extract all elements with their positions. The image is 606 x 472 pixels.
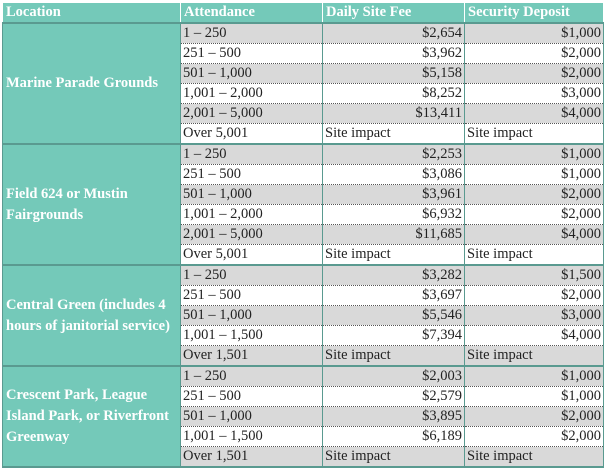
daily-site-fee-cell: Site impact	[323, 124, 465, 145]
attendance-cell: 501 – 1,000	[181, 407, 323, 427]
table-header-row	[3, 3, 604, 24]
daily-site-fee-cell: $6,189	[323, 427, 465, 447]
security-deposit-cell: $3,000	[465, 84, 604, 104]
daily-site-fee-cell: Site impact	[323, 447, 465, 468]
security-deposit-cell: $2,000	[465, 286, 604, 306]
security-deposit-cell: Site impact	[465, 124, 604, 145]
table-row	[3, 366, 604, 387]
attendance-cell: 251 – 500	[181, 44, 323, 64]
table-row	[3, 144, 604, 165]
security-deposit-cell: $4,000	[465, 104, 604, 124]
site-fee-table	[2, 2, 604, 468]
location-cell: Central Green (includes 4 hours of janitorial service)	[3, 265, 181, 366]
attendance-cell: 251 – 500	[181, 286, 323, 306]
attendance-cell: 501 – 1,000	[181, 185, 323, 205]
security-deposit-cell: Site impact	[465, 447, 604, 468]
daily-site-fee-cell: $3,895	[323, 407, 465, 427]
security-deposit-cell: $3,000	[465, 306, 604, 326]
security-deposit-cell: $1,000	[465, 23, 604, 44]
attendance-cell: 1 – 250	[181, 23, 323, 44]
daily-site-fee-cell: $3,961	[323, 185, 465, 205]
attendance-cell: 501 – 1,000	[181, 306, 323, 326]
attendance-cell: 2,001 – 5,000	[181, 104, 323, 124]
daily-site-fee-cell: $3,697	[323, 286, 465, 306]
security-deposit-cell: $1,000	[465, 144, 604, 165]
location-cell: Crescent Park, League Island Park, or Riverfront Greenway	[3, 366, 181, 467]
daily-site-fee-cell: Site impact	[323, 245, 465, 266]
daily-site-fee-cell: $2,253	[323, 144, 465, 165]
daily-site-fee-cell: $3,962	[323, 44, 465, 64]
daily-site-fee-cell: Site impact	[323, 346, 465, 367]
fee-table-container	[2, 2, 604, 468]
security-deposit-cell: Site impact	[465, 346, 604, 367]
security-deposit-cell: $1,000	[465, 387, 604, 407]
table-body	[3, 23, 604, 467]
security-deposit-cell: $2,000	[465, 185, 604, 205]
daily-site-fee-cell: $13,411	[323, 104, 465, 124]
security-deposit-cell: $1,000	[465, 366, 604, 387]
header-location: Location	[3, 3, 181, 24]
security-deposit-cell: $2,000	[465, 205, 604, 225]
attendance-cell: 1,001 – 1,500	[181, 427, 323, 447]
attendance-cell: 1 – 250	[181, 265, 323, 286]
daily-site-fee-cell: $2,579	[323, 387, 465, 407]
security-deposit-cell: $1,500	[465, 265, 604, 286]
attendance-cell: 1,001 – 2,000	[181, 205, 323, 225]
daily-site-fee-cell: $2,654	[323, 23, 465, 44]
attendance-cell: Over 5,001	[181, 245, 323, 266]
security-deposit-cell: $2,000	[465, 427, 604, 447]
header-security-deposit: Security Deposit	[465, 3, 604, 24]
attendance-cell: Over 5,001	[181, 124, 323, 145]
daily-site-fee-cell: $8,252	[323, 84, 465, 104]
location-cell: Marine Parade Grounds	[3, 23, 181, 144]
security-deposit-cell: $2,000	[465, 407, 604, 427]
daily-site-fee-cell: $5,158	[323, 64, 465, 84]
daily-site-fee-cell: $6,932	[323, 205, 465, 225]
attendance-cell: 1,001 – 1,500	[181, 326, 323, 346]
attendance-cell: 251 – 500	[181, 165, 323, 185]
attendance-cell: Over 1,501	[181, 447, 323, 468]
attendance-cell: 2,001 – 5,000	[181, 225, 323, 245]
daily-site-fee-cell: $2,003	[323, 366, 465, 387]
security-deposit-cell: $2,000	[465, 64, 604, 84]
daily-site-fee-cell: $7,394	[323, 326, 465, 346]
attendance-cell: 251 – 500	[181, 387, 323, 407]
security-deposit-cell: Site impact	[465, 245, 604, 266]
attendance-cell: Over 1,501	[181, 346, 323, 367]
attendance-cell: 1,001 – 2,000	[181, 84, 323, 104]
daily-site-fee-cell: $11,685	[323, 225, 465, 245]
security-deposit-cell: $4,000	[465, 326, 604, 346]
table-row	[3, 23, 604, 44]
security-deposit-cell: $4,000	[465, 225, 604, 245]
table-row	[3, 265, 604, 286]
security-deposit-cell: $1,000	[465, 165, 604, 185]
attendance-cell: 501 – 1,000	[181, 64, 323, 84]
daily-site-fee-cell: $3,086	[323, 165, 465, 185]
attendance-cell: 1 – 250	[181, 144, 323, 165]
daily-site-fee-cell: $3,282	[323, 265, 465, 286]
daily-site-fee-cell: $5,546	[323, 306, 465, 326]
header-daily-site-fee: Daily Site Fee	[323, 3, 465, 24]
attendance-cell: 1 – 250	[181, 366, 323, 387]
security-deposit-cell: $2,000	[465, 44, 604, 64]
location-cell: Field 624 or Mustin Fairgrounds	[3, 144, 181, 265]
header-attendance: Attendance	[181, 3, 323, 24]
